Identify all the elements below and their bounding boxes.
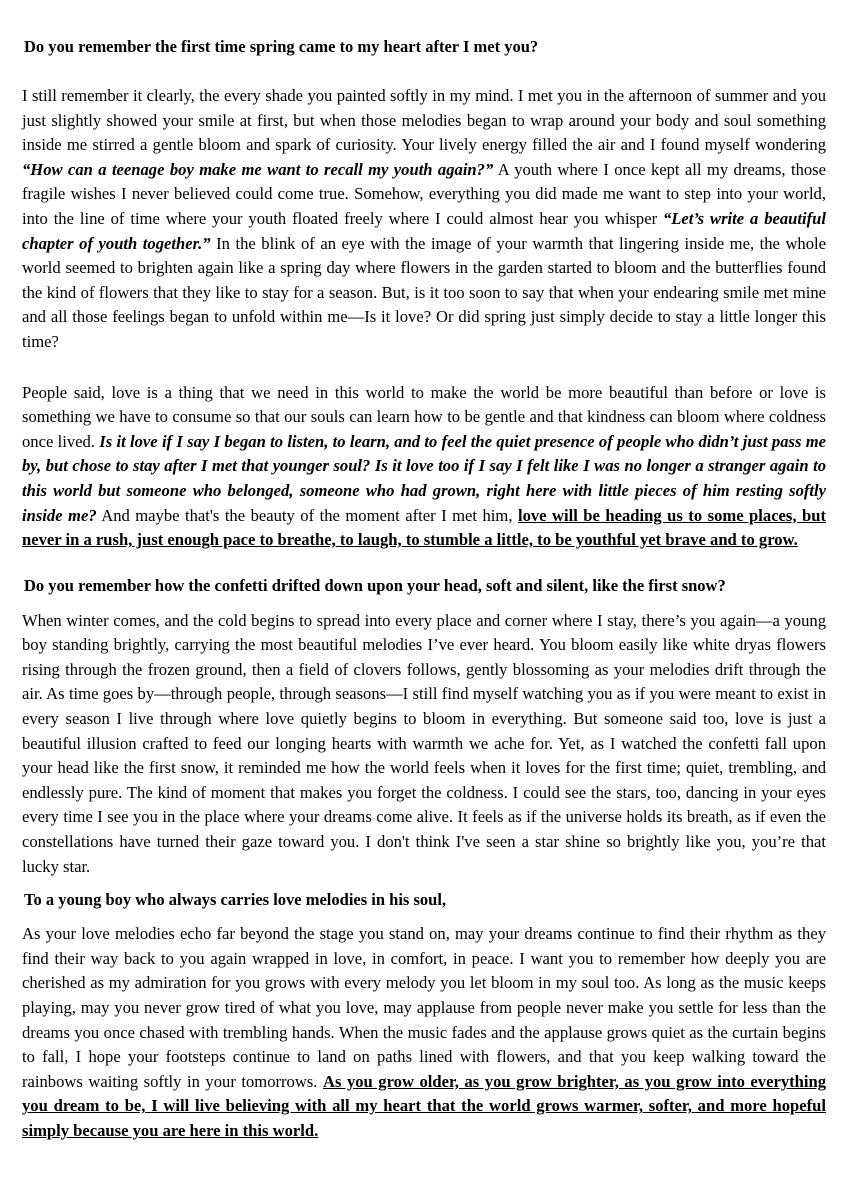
heading-confetti: Do you remember how the confetti drifted down upon your head, soft and silent, like the first snow? — [24, 575, 726, 595]
paragraph-wishes — [22, 922, 826, 1143]
paragraph-text: And maybe that's the beauty of the moment after I met him, — [96, 505, 518, 525]
paragraph-text: I still remember it clearly, the every shade you painted softly in my mind. I met you in the afternoon of summer and you just slightly showed your smile at first, but when those melodies began to wrap around your body and soul something inside me stirred a gentle bloom and spark of curiosity. Your lively energy filled the air and I found myself wondering — [22, 86, 826, 155]
heading-spring: Do you remember the first time spring came to my heart after I met you? — [24, 37, 539, 56]
paragraph-winter: When winter comes, and the cold begins to spread into every place and corner where I stay, there’s you again—a young boy standing brightly, carrying the most beautiful melodies I’ve ever heard. You bloom easily like white dryas flowers rising through the frozen ground, then a field of clovers follows, gently blossoming as your melodies drift through the air. As time goes by—through people, through seasons—I still find myself watching you as if you were meant to exist in every season I live through where love quietly begins to bloom in everything. But someone said too, love is just a beautiful illusion crafted to feed our longing hearts with warmth we ache for. Yet, as I watched the confetti fall upon your head like the first snow, it reminded me how the world feels when it loves for the first time; quiet, trembling, and endlessly pure. The kind of moment that makes you forget the coldness. I could see the stars, too, dancing in your eyes every time I see you in the place where your dreams come alive. It feels as if the universe holds its breath, as if even the constellations have turned their gaze toward you. I don't think I've seen a star shine so brightly like you, you’re that lucky star. — [22, 610, 826, 876]
italic-question: Is it love if I say I began to listen, to learn, and to feel the quiet presence of people who didn’t just pass me by, but chose to stay after I met that younger soul? Is it love too if I say I felt like I was no longer a stranger again to this world but someone who belonged, someone who had grown, right here with little pieces of him resting softly inside me? — [22, 431, 827, 525]
paragraph-text: A youth where I once kept all my dreams, those fragile wishes I never believed could come true. Somehow, everything you did made me want to step into your world, into the line of time where your youth floated freely where I could almost hear you whisper — [22, 159, 826, 228]
heading-dedication: To a young boy who always carries love melodies in his soul, — [24, 890, 447, 910]
italic-quote: “How can a teenage boy make me want to recall my youth again?” — [22, 159, 494, 179]
paragraph-text: As your love melodies echo far beyond the stage you stand on, may your dreams continue to find their rhythm as they find their way back to you again wrapped in love, in comfort, in peace. I want you to remember how deeply you are cherished as my admiration for you grows with every melody you let bloom in my soul too. As long as the music keeps playing, may you never grow tired of what you love, may applause from people never make you settle for less than the dreams you once chased with trembling hands. When the music fades and the applause grows quiet as the curtain begins to fall, I hope your footsteps continue to land on paths lined with flowers, and that you keep walking toward the rainbows waiting softly in your tomorrows. — [22, 924, 826, 1091]
paragraph-love-meaning — [22, 381, 826, 553]
italic-quote: “Let’s write a beautiful chapter of youth together.” — [22, 208, 826, 253]
paragraph-text: People said, love is a thing that we need in this world to make the world be more beautiful than before or love is something we have to consume so that our souls can learn how to be gentle and that kindness can bloom where coldness once lived. — [22, 382, 826, 451]
underlined-statement: love will be heading us to some places, but never in a rush, just enough pace to breathe, to laugh, to stumble a little, to be youthful yet brave and to grow. — [22, 505, 826, 550]
underlined-statement: As you grow older, as you grow brighter, as you grow into everything you dream to be, I will live believing with all my heart that the world grows warmer, softer, and more hopeful simply because you are here in this world. — [22, 1071, 827, 1140]
paragraph-text: In the blink of an eye with the image of your warmth that lingering inside me, the whole world seemed to brighten again like a spring day where flowers in the garden started to bloom and the butterflies found the kind of flowers that they like to stay for a season. But, is it too soon to say that when your endearing smile met mine and all those feelings began to unfold within me—Is it love? Or did spring just simply decide to stay a little longer this time? — [22, 233, 826, 351]
paragraph-summer-memory — [22, 84, 826, 355]
